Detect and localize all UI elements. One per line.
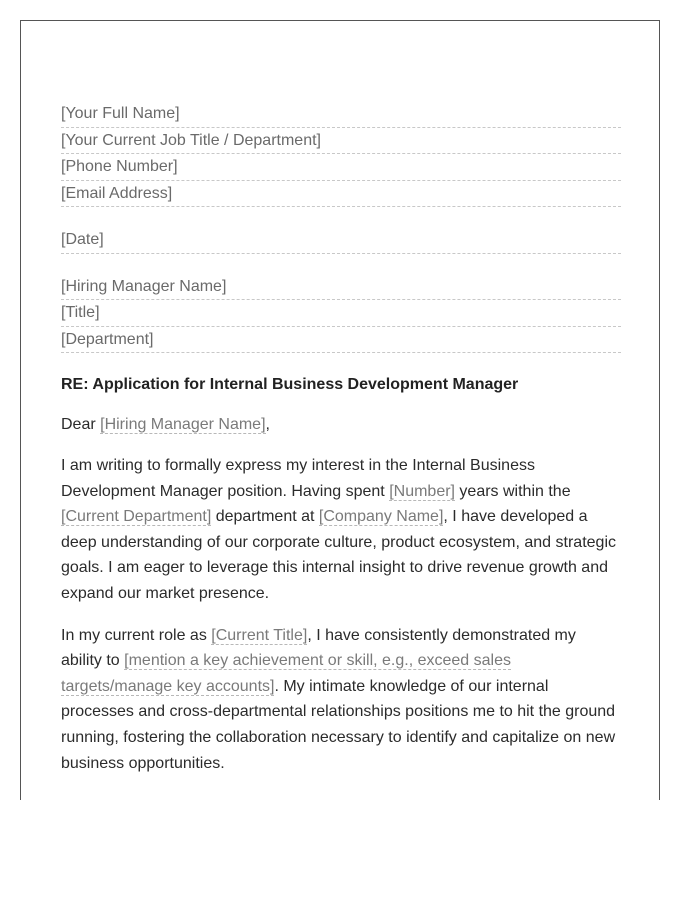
body-paragraph-1 <box>61 453 621 607</box>
years-placeholder[interactable]: [Number] <box>389 482 455 500</box>
company-name-placeholder[interactable]: [Company Name] <box>318 508 444 526</box>
letter-page <box>20 20 660 800</box>
current-department-placeholder[interactable]: [Current Department] <box>61 508 212 526</box>
para1-text-3: department at <box>211 508 319 526</box>
recipient-name-field[interactable]: [Hiring Manager Name] <box>61 274 621 301</box>
sender-name-field[interactable]: [Your Full Name] <box>61 101 621 128</box>
body-paragraph-2 <box>61 623 621 777</box>
salutation-name-placeholder[interactable]: [Hiring Manager Name] <box>100 416 266 433</box>
recipient-department-field[interactable]: [Department] <box>61 327 621 354</box>
current-title-placeholder[interactable]: [Current Title] <box>211 626 308 644</box>
subject-line: RE: Application for Internal Business Development Manager <box>61 376 519 393</box>
para2-text-1: In my current role as <box>61 626 212 644</box>
salutation-prefix: Dear <box>61 416 101 433</box>
para1-text-1: I am writing to formally express my interest in the Internal Business Development Manager position. Having spent <box>61 457 535 500</box>
sender-phone-field[interactable]: [Phone Number] <box>61 154 621 181</box>
sender-job-title-field[interactable]: [Your Current Job Title / Department] <box>61 128 621 155</box>
para2-text-3: . My intimate knowledge of our internal processes and cross-departmental relationships positions me to hit the ground running, fostering the collaboration necessary to identify and capitalize on new business opportunities. <box>61 677 616 772</box>
salutation-suffix: , <box>265 416 270 433</box>
para1-text-4: , I have developed a deep understanding of our corporate culture, product ecosystem, and strategic goals. I am eager to leverage this internal insight to drive revenue growth and expand our market presence. <box>61 508 616 602</box>
salutation <box>61 413 621 437</box>
para1-text-2: years within the <box>454 482 571 500</box>
recipient-title-field[interactable]: [Title] <box>61 300 621 327</box>
achievement-placeholder[interactable]: [mention a key achievement or skill, e.g., exceed sales targets/manage key accounts] <box>61 652 511 695</box>
sender-email-field[interactable]: [Email Address] <box>61 181 621 208</box>
letter-content <box>61 101 621 776</box>
date-field[interactable]: [Date] <box>61 227 621 254</box>
para2-text-2: , I have consistently demonstrated my ability to <box>61 626 576 670</box>
